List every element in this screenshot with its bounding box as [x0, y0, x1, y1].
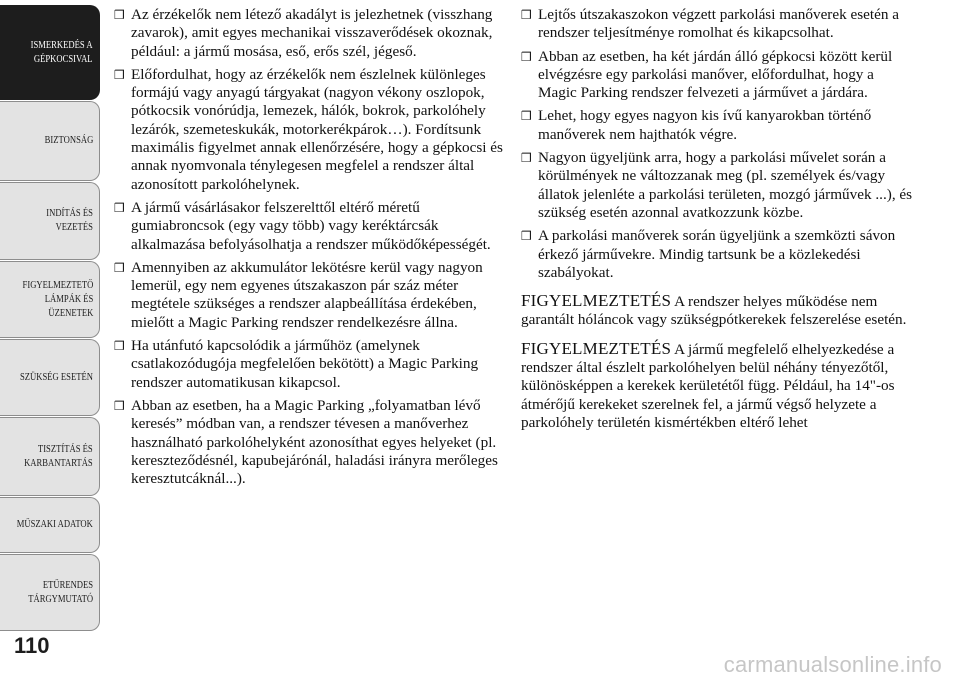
list-item	[114, 199, 506, 254]
checkbox-bullet-icon: ❒	[114, 200, 125, 215]
list-item	[521, 48, 916, 103]
checkbox-bullet-icon: ❒	[114, 339, 125, 354]
tab-muszaki[interactable]	[0, 497, 100, 553]
tab-biztonsag[interactable]	[0, 101, 100, 181]
page-number: 110	[14, 633, 50, 658]
checkbox-bullet-icon: ❒	[114, 8, 125, 22]
warning-heading: FIGYELMEZTETÉS	[521, 338, 672, 358]
tab-szukseg[interactable]	[0, 339, 100, 416]
tab-label: MŰSZAKI ADATOK	[16, 519, 93, 530]
bullet-text: Előfordulhat, hogy az érzékelők nem észlelnek különleges formájú vagy anyagú tárgyakat (nagyon vékony oszlopok, pótkocsik vonórúdja, lemezek, hálók, bokrok, parkolóhely lezárók, szemeteskukák, motorkerékpárok…). Fordítsunk maximális figyelmet annak ellenőrzésére, hogy a gépkocsi és annak nyomvonala ténylegesen megfelel a rendszer által azonosított parkolóhelynek.	[131, 65, 503, 193]
bullet-text: A parkolási manőverek során ügyeljünk a szemközti sávon érkező járművekre. Mindig tartsunk be a közlekedési szabályokat.	[538, 227, 896, 281]
warning-paragraph	[521, 292, 916, 330]
list-item	[114, 6, 506, 61]
checkbox-bullet-icon: ❒	[114, 398, 125, 413]
sidebar	[0, 0, 100, 660]
bullet-text: Ha utánfutó kapcsolódik a járműhöz (amelynek csatlakozódugója megfelelően bekötött) a Magic Parking rendszer automatikusan kikapcsol.	[131, 337, 479, 391]
tab-label: INDÍTÁS ÉS VEZETÉS	[46, 208, 93, 233]
checkbox-bullet-icon: ❒	[114, 260, 125, 275]
checkbox-bullet-icon: ❒	[521, 109, 532, 124]
tab-label: ETŰRENDES TÁRGYMUTATÓ	[28, 579, 93, 605]
bullet-text: Lejtős útszakaszokon végzett parkolási manőverek esetén a rendszer teljesítménye romolhat és kikapcsolhat.	[538, 6, 899, 42]
tab-label: SZÜKSÉG ESETÉN	[20, 371, 93, 383]
checkbox-bullet-icon: ❒	[521, 49, 532, 64]
list-item	[521, 6, 916, 43]
bullet-text: Lehet, hogy egyes nagyon kis ívű kanyarokban történő manőverek nem hajthatók végre.	[538, 107, 872, 143]
bullet-text: A jármű vásárlásakor felszerelttől eltérő méretű gumiabroncsok (egy vagy több) vagy keréktárcsák alkalmazása befolyásolhatja a rendszer működőképességét.	[131, 198, 491, 253]
tab-label: FIGYELMEZTETŐ LÁMPÁK ÉS ÜZENETEK	[22, 279, 93, 319]
checkbox-bullet-icon: ❒	[114, 67, 125, 82]
checkbox-bullet-icon: ❒	[521, 229, 532, 244]
bullet-text: Nagyon ügyeljünk arra, hogy a parkolási művelet során a körülmények ne változzanak meg (pl. személyek és/vagy állatok jelenléte a parkolási területen, mozgó járművek ...), és szükség esetén azonnal avatkozzunk közbe.	[538, 149, 913, 221]
list-item	[521, 227, 916, 282]
tab-inditas[interactable]	[0, 182, 100, 260]
tab-ismerkedes[interactable]	[0, 5, 100, 100]
tab-label: TISZTÍTÁS ÉS KARBANTARTÁS	[24, 443, 93, 469]
list-item	[114, 397, 506, 488]
bullet-text: Abban az esetben, ha a Magic Parking „folyamatban lévő keresés” módban van, a rendszer tévesen a manőverhez használható parkolóhelyként azonosíthat egyes helyeket (pl. kereszteződésnél, kapubejárónál, haladási irányra merőleges keresztutcáknál...).	[131, 396, 498, 488]
warning-text: A rendszer helyes működése nem garantált hóláncok vagy szükségpótkerekek felszerelése esetén.	[521, 293, 907, 329]
warning-heading: FIGYELMEZTETÉS	[521, 291, 672, 311]
right-column	[521, 6, 916, 440]
list-item	[114, 259, 506, 332]
checkbox-bullet-icon: ❒	[521, 8, 532, 22]
tab-tisztitas[interactable]	[0, 417, 100, 496]
tab-label: BIZTONSÁG	[44, 135, 93, 146]
list-item	[114, 66, 506, 194]
left-column	[114, 6, 506, 493]
tab-targymutato[interactable]	[0, 554, 100, 631]
tab-figyelmezteto[interactable]	[0, 261, 100, 338]
bullet-text: Az érzékelők nem létező akadályt is jelezhetnek (visszhang zavarok), amit egyes mechanikai visszaverődések okoznak, például: a jármű mosása, eső, erős szél, jégeső.	[131, 6, 493, 60]
warning-paragraph	[521, 340, 916, 432]
bullet-text: Abban az esetben, ha két járdán álló gépkocsi között kerül elvégzésre egy parkolási manőver, előfordulhat, hogy a Magic Parking rendszer felvezeti a járművet a járdára.	[538, 47, 893, 102]
list-item	[114, 337, 506, 392]
checkbox-bullet-icon: ❒	[521, 151, 532, 166]
watermark: carmanualsonline.info	[723, 652, 942, 677]
bullet-text: Amennyiben az akkumulátor lekötésre kerül vagy nagyon lemerül, egy nem egyenes útszakaszon pár száz méter megtétele szükséges a rendszer alapbeállítása érdekében, mielőtt a Magic Parking rendszer rendelkezésre állna.	[131, 258, 483, 331]
list-item	[521, 107, 916, 144]
tab-label: ISMERKEDÉS A GÉPKOCSIVAL	[31, 39, 93, 65]
warning-text: A jármű megfelelő elhelyezkedése a rendszer által észlelt parkolóhelyen belül néhány tényezőtől, különösképpen a kerekek kerületétől függ. Például, ha 14"-os átmérőjű kerekeket szerelnek fel, a jármű végső helyzete a parkolóhely területén kismértékben eltérő lehet	[521, 340, 895, 431]
list-item	[521, 149, 916, 222]
